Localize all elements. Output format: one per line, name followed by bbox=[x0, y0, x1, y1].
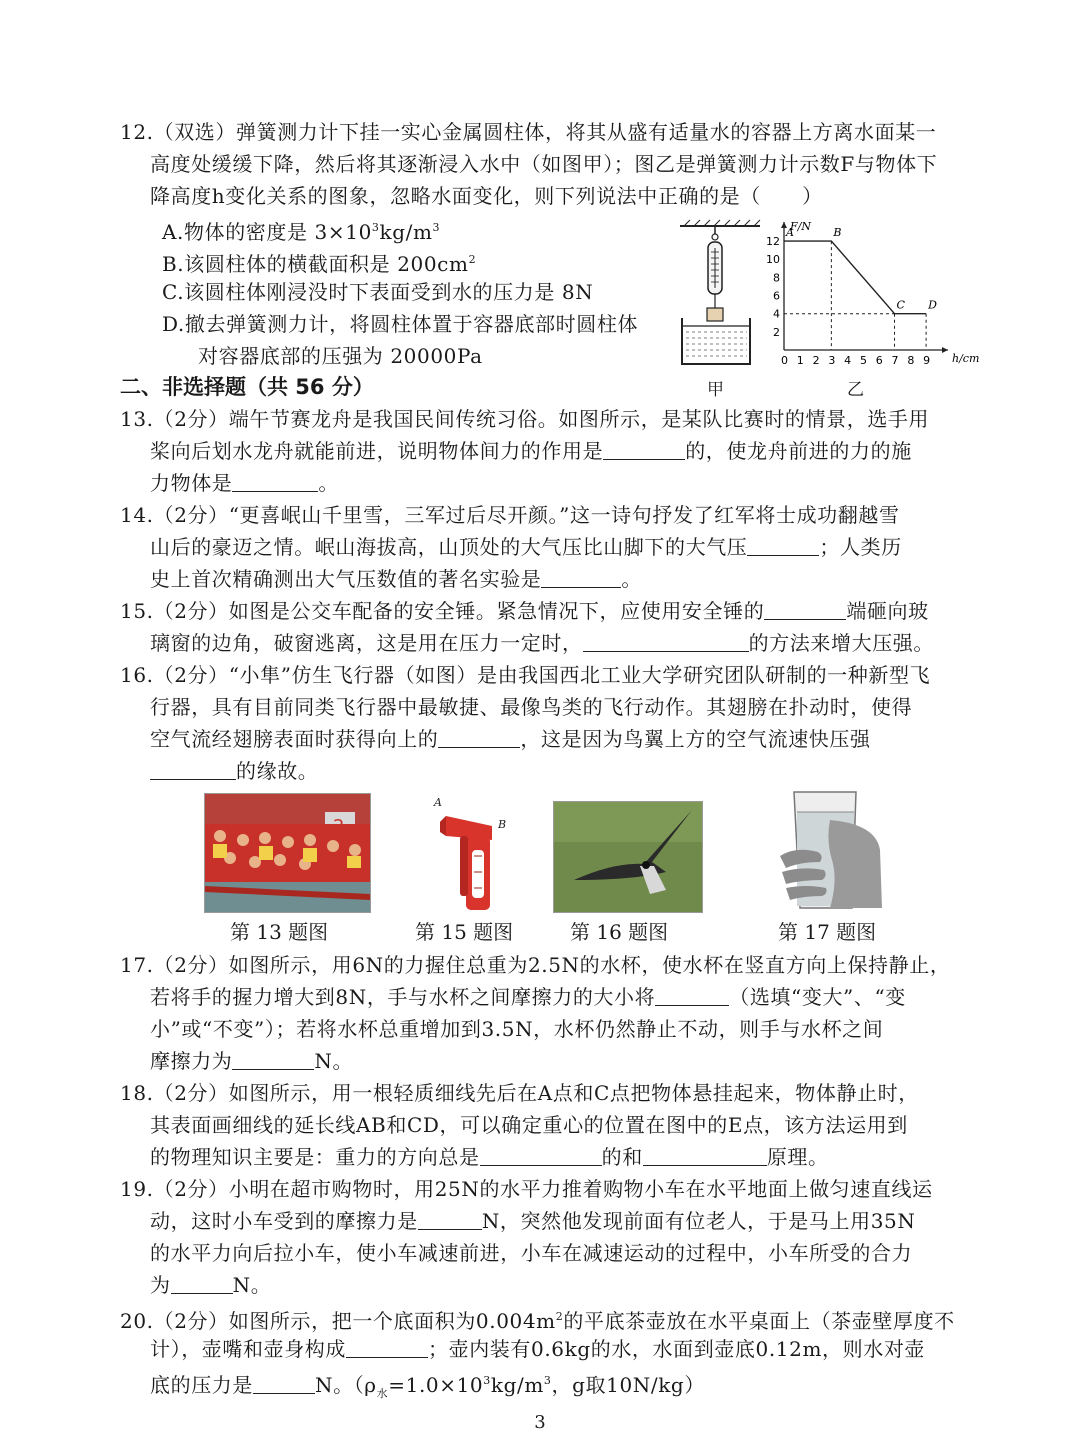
point-label-b: B bbox=[833, 226, 842, 240]
bionic-aircraft-photo bbox=[553, 801, 703, 913]
x-tick-label: 9 bbox=[923, 354, 931, 367]
caption-figure-13: 第 13 题图 bbox=[230, 920, 329, 944]
q14-line2: 山后的豪迈之情。岷山海拔高，山顶处的大气压比山脚下的大气压 ；人类历 bbox=[150, 535, 902, 559]
q16-line2: 行器，具有目前同类飞行器中最敏捷、最像鸟类的飞行动作。其翅膀在扑动时，使得 bbox=[150, 695, 913, 719]
q16-blank1[interactable] bbox=[438, 729, 520, 748]
y-tick-label: 2 bbox=[773, 325, 780, 339]
q17-line4: 摩擦力为 N。 bbox=[150, 1049, 354, 1073]
caption-figure-17: 第 17 题图 bbox=[778, 920, 877, 944]
point-label-a: A bbox=[786, 226, 794, 240]
water-cup-hand-photo bbox=[772, 790, 884, 910]
hammer-label-a: A bbox=[434, 796, 442, 809]
q20-blank2[interactable] bbox=[253, 1375, 315, 1394]
q13-blank1[interactable] bbox=[603, 441, 685, 460]
q17-blank1[interactable] bbox=[655, 987, 729, 1006]
force-height-chart bbox=[760, 214, 980, 374]
q15-line1: 15.（2分）如图是公交车配备的安全锤。紧急情况下，应使用安全锤的 端砸向玻 bbox=[120, 599, 929, 623]
q12-option-b: B.该圆柱体的横截面积是 $200cm^2$ bbox=[162, 252, 477, 276]
q18-blank2[interactable] bbox=[643, 1147, 767, 1166]
q12-line3: 降高度h变化关系的图象，忽略水面变化，则下列说法中正确的是（ ） bbox=[150, 184, 823, 208]
q12-option-a: A.物体的密度是 $3\times 10^3kg/m^3$ bbox=[162, 220, 441, 244]
x-tick-label: 3 bbox=[828, 354, 836, 367]
y-axis-label: F/N bbox=[790, 220, 811, 233]
x-tick-label: 4 bbox=[844, 354, 852, 367]
point-label-c: C bbox=[896, 298, 905, 312]
y-tick-label: 10 bbox=[766, 253, 780, 267]
x-tick-label: 7 bbox=[891, 354, 899, 367]
q13-blank2[interactable] bbox=[232, 473, 318, 492]
hammer-label-b: B bbox=[498, 818, 507, 831]
q19-line2: 动，这时小车受到的摩擦力是 N，突然他发现前面有位老人，于是马上用35N bbox=[150, 1209, 916, 1233]
q14-blank2[interactable] bbox=[541, 569, 621, 588]
y-tick-label: 4 bbox=[773, 307, 780, 321]
q20-line1: 20.（2分）如图所示，把一个底面积为$0.004m^2$的平底茶壶放在水平桌面上（茶壶壁厚度不 bbox=[120, 1309, 955, 1333]
q14-line3: 史上首次精确测出大气压数值的著名实验是 。 bbox=[150, 567, 643, 591]
x-tick-label: 1 bbox=[796, 354, 804, 367]
caption-figure-16: 第 16 题图 bbox=[570, 920, 669, 944]
page-number: 3 bbox=[534, 1412, 546, 1433]
q20-line3: 底的压力是 N。（$\rho_水=1.0\times 10^3kg/m^3$，g取10N/kg） bbox=[150, 1373, 705, 1400]
q19-line3: 的水平力向后拉小车，使小车减速前进，小车在减速运动的过程中，小车所受的合力 bbox=[150, 1241, 913, 1265]
q19-line4: 为 N。 bbox=[150, 1273, 272, 1297]
safety-hammer-picture bbox=[430, 792, 530, 914]
q12-line1: 12.（双选）弹簧测力计下挂一实心金属圆柱体，将其从盛有适量水的容器上方离水面某一 bbox=[120, 120, 937, 144]
caption-figure-15: 第 15 题图 bbox=[415, 920, 514, 944]
x-tick-label: 8 bbox=[907, 354, 915, 367]
q14-blank1[interactable] bbox=[747, 537, 819, 556]
y-tick-label: 12 bbox=[766, 235, 780, 249]
y-tick-label: 8 bbox=[773, 271, 780, 285]
q13-line2: 桨向后划水龙舟就能前进，说明物体间力的作用是 的，使龙舟前进的力的施 bbox=[150, 439, 912, 463]
spring-scale-figure bbox=[670, 218, 770, 378]
figure-yi-label: 乙 bbox=[847, 380, 864, 400]
q17-blank2[interactable] bbox=[232, 1051, 314, 1070]
q18-line3: 的物理知识主要是：重力的方向总是 的和 原理。 bbox=[150, 1145, 829, 1169]
q12-option-d-line2: 对容器底部的压强为 20000Pa bbox=[198, 344, 483, 368]
q16-line3: 空气流经翅膀表面时获得向上的 ，这是因为鸟翼上方的空气流速快压强 bbox=[150, 727, 871, 751]
dragon-boat-photo bbox=[204, 793, 371, 913]
q17-line1: 17.（2分）如图所示，用6N的力握住总重为2.5N的水杯，使水杯在竖直方向上保持静止， bbox=[120, 953, 951, 977]
q19-blank2[interactable] bbox=[171, 1275, 233, 1294]
q17-line3: 小”或“不变”）；若将水杯总重增加到3.5N，水杯仍然静止不动，则手与水杯之间 bbox=[150, 1017, 884, 1041]
q18-blank1[interactable] bbox=[480, 1147, 602, 1166]
q13-line1: 13.（2分）端午节赛龙舟是我国民间传统习俗。如图所示，是某队比赛时的情景，选手用 bbox=[120, 407, 930, 431]
q19-blank1[interactable] bbox=[418, 1211, 482, 1230]
q20-blank1[interactable] bbox=[346, 1339, 428, 1358]
q15-blank1[interactable] bbox=[764, 601, 846, 620]
q14-line1: 14.（2分）“更喜岷山千里雪，三军过后尽开颜。”这一诗句抒发了红军将士成功翻越雪 bbox=[120, 503, 900, 527]
y-tick-label: 6 bbox=[773, 289, 780, 303]
x-tick-label: 0 bbox=[781, 354, 788, 367]
q19-line1: 19.（2分）小明在超市购物时，用25N的水平力推着购物小车在水平地面上做匀速直线运 bbox=[120, 1177, 933, 1201]
x-tick-label: 2 bbox=[812, 354, 820, 367]
x-axis-label: h/cm bbox=[952, 352, 980, 365]
q15-blank2[interactable] bbox=[583, 633, 749, 652]
x-axis-arrow bbox=[942, 347, 948, 353]
x-tick-label: 6 bbox=[875, 354, 883, 367]
q16-blank2[interactable] bbox=[150, 761, 236, 780]
q12-option-c: C.该圆柱体刚浸没时下表面受到水的压力是 8N bbox=[162, 280, 594, 304]
q12-line2: 高度处缓缓下降，然后将其逐渐浸入水中（如图甲）；图乙是弹簧测力计示数F与物体下 bbox=[150, 152, 938, 176]
point-label-d: D bbox=[928, 298, 937, 312]
figure-jia-label: 甲 bbox=[707, 380, 724, 400]
q12-option-d-line1: D.撤去弹簧测力计，将圆柱体置于容器底部时圆柱体 bbox=[162, 312, 639, 336]
q18-line2: 其表面画细线的延长线AB和CD，可以确定重心的位置在图中的E点，该方法运用到 bbox=[150, 1113, 908, 1137]
q20-line2: 计），壶嘴和壶身构成 ；壶内装有0.6kg的水，水面到壶底0.12m，则水对壶 bbox=[150, 1337, 926, 1361]
q13-line3: 力物体是 。 bbox=[150, 471, 340, 495]
section-heading: 二、非选择题（共 56 分） bbox=[120, 375, 374, 399]
q17-line2: 若将手的握力增大到8N，手与水杯之间摩擦力的大小将 （选填“变大”、“变 bbox=[150, 985, 906, 1009]
x-tick-label: 5 bbox=[859, 354, 867, 367]
q18-line1: 18.（2分）如图所示，用一根轻质细线先后在A点和C点把物体悬挂起来，物体静止时， bbox=[120, 1081, 919, 1105]
q16-line4: 的缘故。 bbox=[150, 755, 318, 787]
q16-line1: 16.（2分）“小隼”仿生飞行器（如图）是由我国西北工业大学研究团队研制的一种新型飞 bbox=[120, 663, 931, 687]
q15-line2: 璃窗的边角，破窗逃离，这是用在压力一定时， 的方法来增大压强。 bbox=[150, 631, 935, 655]
